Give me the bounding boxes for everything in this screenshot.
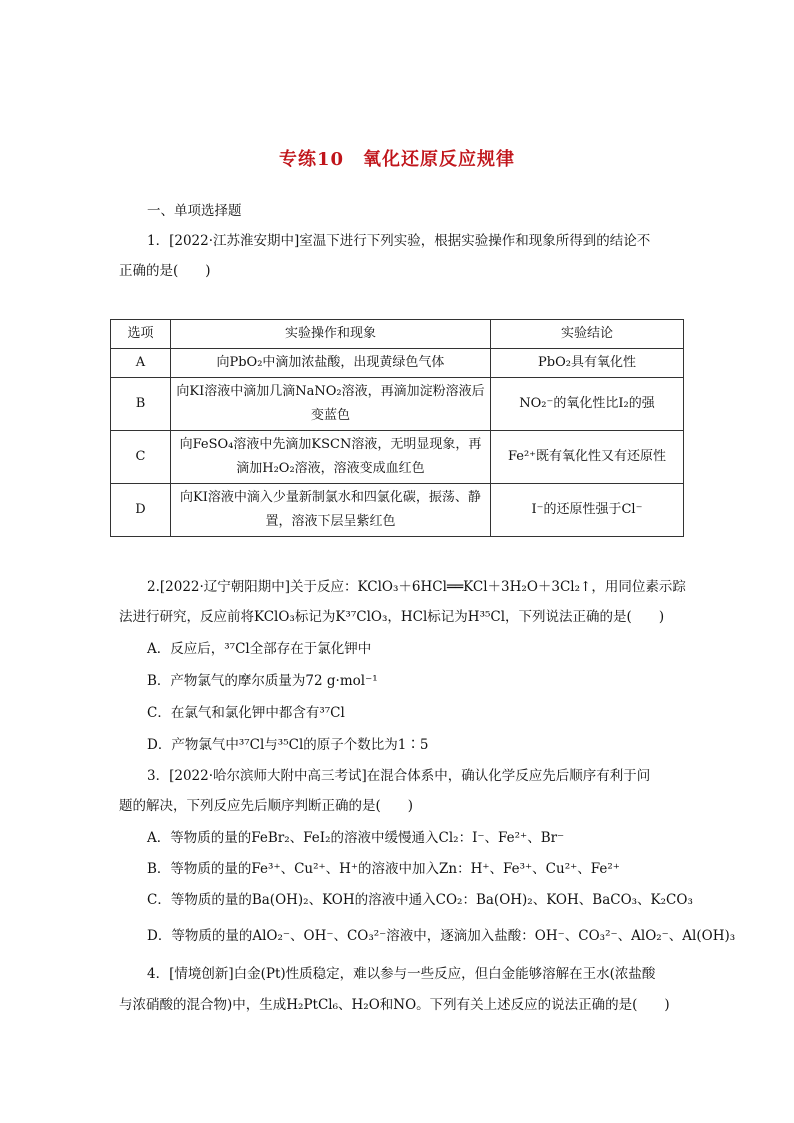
question-2-option-c: C．在氯气和氯化钾中都含有³⁷Cl xyxy=(147,705,345,721)
question-2-option-b: B．产物氯气的摩尔质量为72 g·mol⁻¹ xyxy=(147,673,378,689)
question-4-stem-cont: 与浓硝酸的混合物)中，生成H₂PtCl₆、H₂O和NO。下列有关上述反应的说法正确的是( ) xyxy=(119,997,670,1013)
table-cell-conclusion: Fe²⁺既有氧化性又有还原性 xyxy=(490,431,683,484)
question-4-stem: 4．[情境创新]白金(Pt)性质稳定，难以参与一些反应，但白金能够溶解在王水(浓盐酸 xyxy=(147,966,656,982)
question-3-stem: 3．[2022·哈尔滨师大附中高三考试]在混合体系中，确认化学反应先后顺序有利于问 xyxy=(147,768,651,784)
table-cell-conclusion: I⁻的还原性强于Cl⁻ xyxy=(490,484,683,537)
table-cell-conclusion: PbO₂具有氧化性 xyxy=(490,349,683,378)
question-1-stem: 1．[2022·江苏淮安期中]室温下进行下列实验，根据实验操作和现象所得到的结论不 xyxy=(147,233,651,249)
question-3-option-a: A．等物质的量的FeBr₂、FeI₂的溶液中缓慢通入Cl₂：I⁻、Fe²⁺、Br⁻ xyxy=(147,830,565,846)
table-cell-option: A xyxy=(111,349,171,378)
question-2-option-a: A．反应后，³⁷Cl全部存在于氯化钾中 xyxy=(147,641,372,657)
section-heading: 一、单项选择题 xyxy=(147,203,242,219)
question-2-stem-cont: 法进行研究，反应前将KClO₃标记为K³⁷ClO₃，HCl标记为H³⁵Cl，下列说法正确的是( ) xyxy=(119,609,665,625)
question-3-stem-cont: 题的解决，下列反应先后顺序判断正确的是( ) xyxy=(119,798,414,814)
question-2-stem: 2.[2022·辽宁朝阳期中]关于反应：KClO₃＋6HCl══KCl＋3H₂O＋3Cl₂↑，用同位素示踪 xyxy=(147,579,686,595)
table-cell-operation: 向KI溶液中滴加几滴NaNO₂溶液，再滴加淀粉溶液后变蓝色 xyxy=(170,378,490,431)
table-row xyxy=(111,431,684,484)
table-cell-operation: 向KI溶液中滴入少量新制氯水和四氯化碳，振荡、静置，溶液下层呈紫红色 xyxy=(170,484,490,537)
table-cell-operation: 向FeSO₄溶液中先滴加KSCN溶液，无明显现象，再滴加H₂O₂溶液，溶液变成血红色 xyxy=(170,431,490,484)
page-title: 专练10 氧化还原反应规律 xyxy=(278,149,516,170)
table-row xyxy=(111,378,684,431)
table-cell-option: C xyxy=(111,431,171,484)
table-header: 实验结论 xyxy=(490,320,683,349)
table-row xyxy=(111,484,684,537)
table-header: 实验操作和现象 xyxy=(170,320,490,349)
table-cell-conclusion: NO₂⁻的氧化性比I₂的强 xyxy=(490,378,683,431)
question-1-stem-cont: 正确的是( ) xyxy=(119,263,211,279)
table-header: 选项 xyxy=(111,320,171,349)
table-cell-option: B xyxy=(111,378,171,431)
table-cell-option: D xyxy=(111,484,171,537)
question-3-option-c: C．等物质的量的Ba(OH)₂、KOH的溶液中通入CO₂：Ba(OH)₂、KOH、BaCO₃、K₂CO₃ xyxy=(147,892,693,908)
table-cell-operation: 向PbO₂中滴加浓盐酸，出现黄绿色气体 xyxy=(170,349,490,378)
table-row xyxy=(111,349,684,378)
experiment-table xyxy=(110,319,684,537)
question-2-option-d: D．产物氯气中³⁷Cl与³⁵Cl的原子个数比为1∶5 xyxy=(147,737,429,753)
table-header-row xyxy=(111,320,684,349)
question-3-option-b: B．等物质的量的Fe³⁺、Cu²⁺、H⁺的溶液中加入Zn：H⁺、Fe³⁺、Cu²⁺、Fe²⁺ xyxy=(147,861,620,877)
question-3-option-d: D．等物质的量的AlO₂⁻、OH⁻、CO₃²⁻溶液中，逐滴加入盐酸：OH⁻、CO₃²⁻、AlO₂⁻、Al(OH)₃ xyxy=(147,928,736,944)
